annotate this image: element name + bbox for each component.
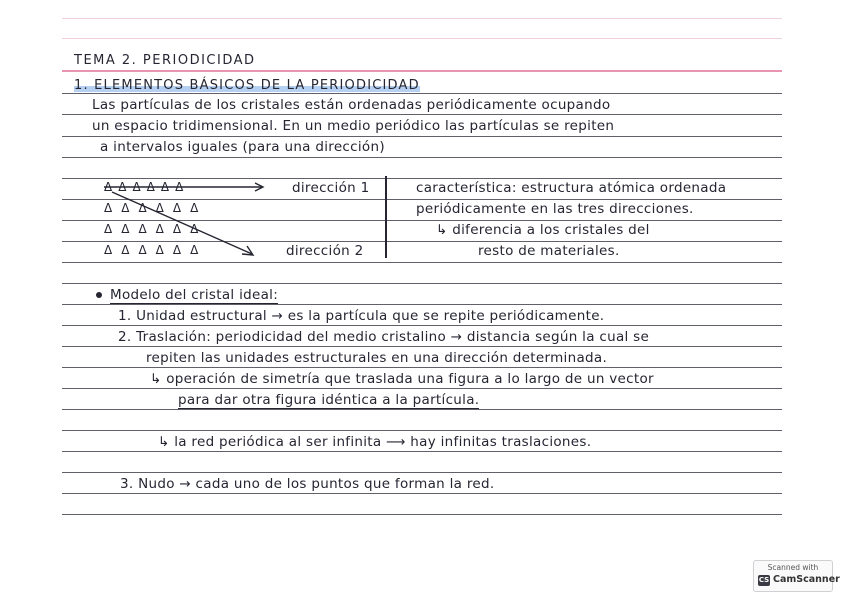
section-heading: 1. ELEMENTOS BÁSICOS DE LA PERIODICIDAD	[74, 78, 420, 93]
direction-2-label: dirección 2	[286, 243, 364, 259]
intro-line-2: un espacio tridimensional. En un medio periódico las partículas se repiten	[92, 118, 615, 134]
hook-arrow-icon: ↳	[150, 371, 162, 387]
intro-line-1: Las partículas de los cristales están ordenadas periódicamente ocupando	[92, 97, 611, 113]
brace-divider	[385, 176, 387, 258]
triangle-row-1: ΔΔΔΔΔΔ	[104, 180, 190, 194]
camscanner-logo-icon: CS	[758, 576, 770, 584]
model-item-2-cont: repiten las unidades estructurales en una dirección determinada.	[146, 350, 608, 366]
model-item-2: 2. Traslación: periodicidad del medio cristalino → distancia según la cual se	[118, 329, 650, 345]
model-item-3: 3. Nudo → cada uno de los puntos que forman la red.	[120, 476, 495, 492]
intro-line-3: a intervalos iguales (para una dirección)	[100, 139, 385, 155]
model-item-2-note: ↳ operación de simetría que traslada una figura a lo largo de un vector	[150, 371, 654, 387]
page-title: TEMA 2. PERIODICIDAD	[74, 53, 256, 68]
characteristic-line-4: resto de materiales.	[478, 243, 620, 259]
model-item-2-infinite: ↳ la red periódica al ser infinita ⟶ hay infinitas traslaciones.	[158, 434, 592, 450]
bullet-icon	[96, 292, 102, 298]
hook-arrow-icon: ↳	[158, 434, 170, 450]
characteristic-line-3: ↳ diferencia a los cristales del	[436, 222, 650, 238]
model-item-2-note-cont: para dar otra figura idéntica a la partícula.	[178, 392, 480, 408]
camscanner-text: CamScanner	[773, 574, 840, 585]
triangle-row-3: ΔΔΔΔΔΔ	[104, 222, 208, 236]
triangle-row-4: ΔΔΔΔΔΔ	[104, 243, 208, 257]
triangle-row-2: ΔΔΔΔΔΔ	[104, 201, 208, 215]
characteristic-line-2: periódicamente en las tres direcciones.	[416, 201, 694, 217]
model-heading: Modelo del cristal ideal:	[96, 287, 278, 303]
characteristic-line-1: característica: estructura atómica ordenada	[416, 180, 727, 196]
scanned-with-text: Scanned with	[767, 563, 819, 572]
direction-1-label: dirección 1	[292, 180, 370, 196]
model-item-1: 1. Unidad estructural → es la partícula que se repite periódicamente.	[118, 308, 605, 324]
hook-arrow-icon: ↳	[436, 222, 448, 238]
camscanner-watermark	[753, 560, 840, 592]
